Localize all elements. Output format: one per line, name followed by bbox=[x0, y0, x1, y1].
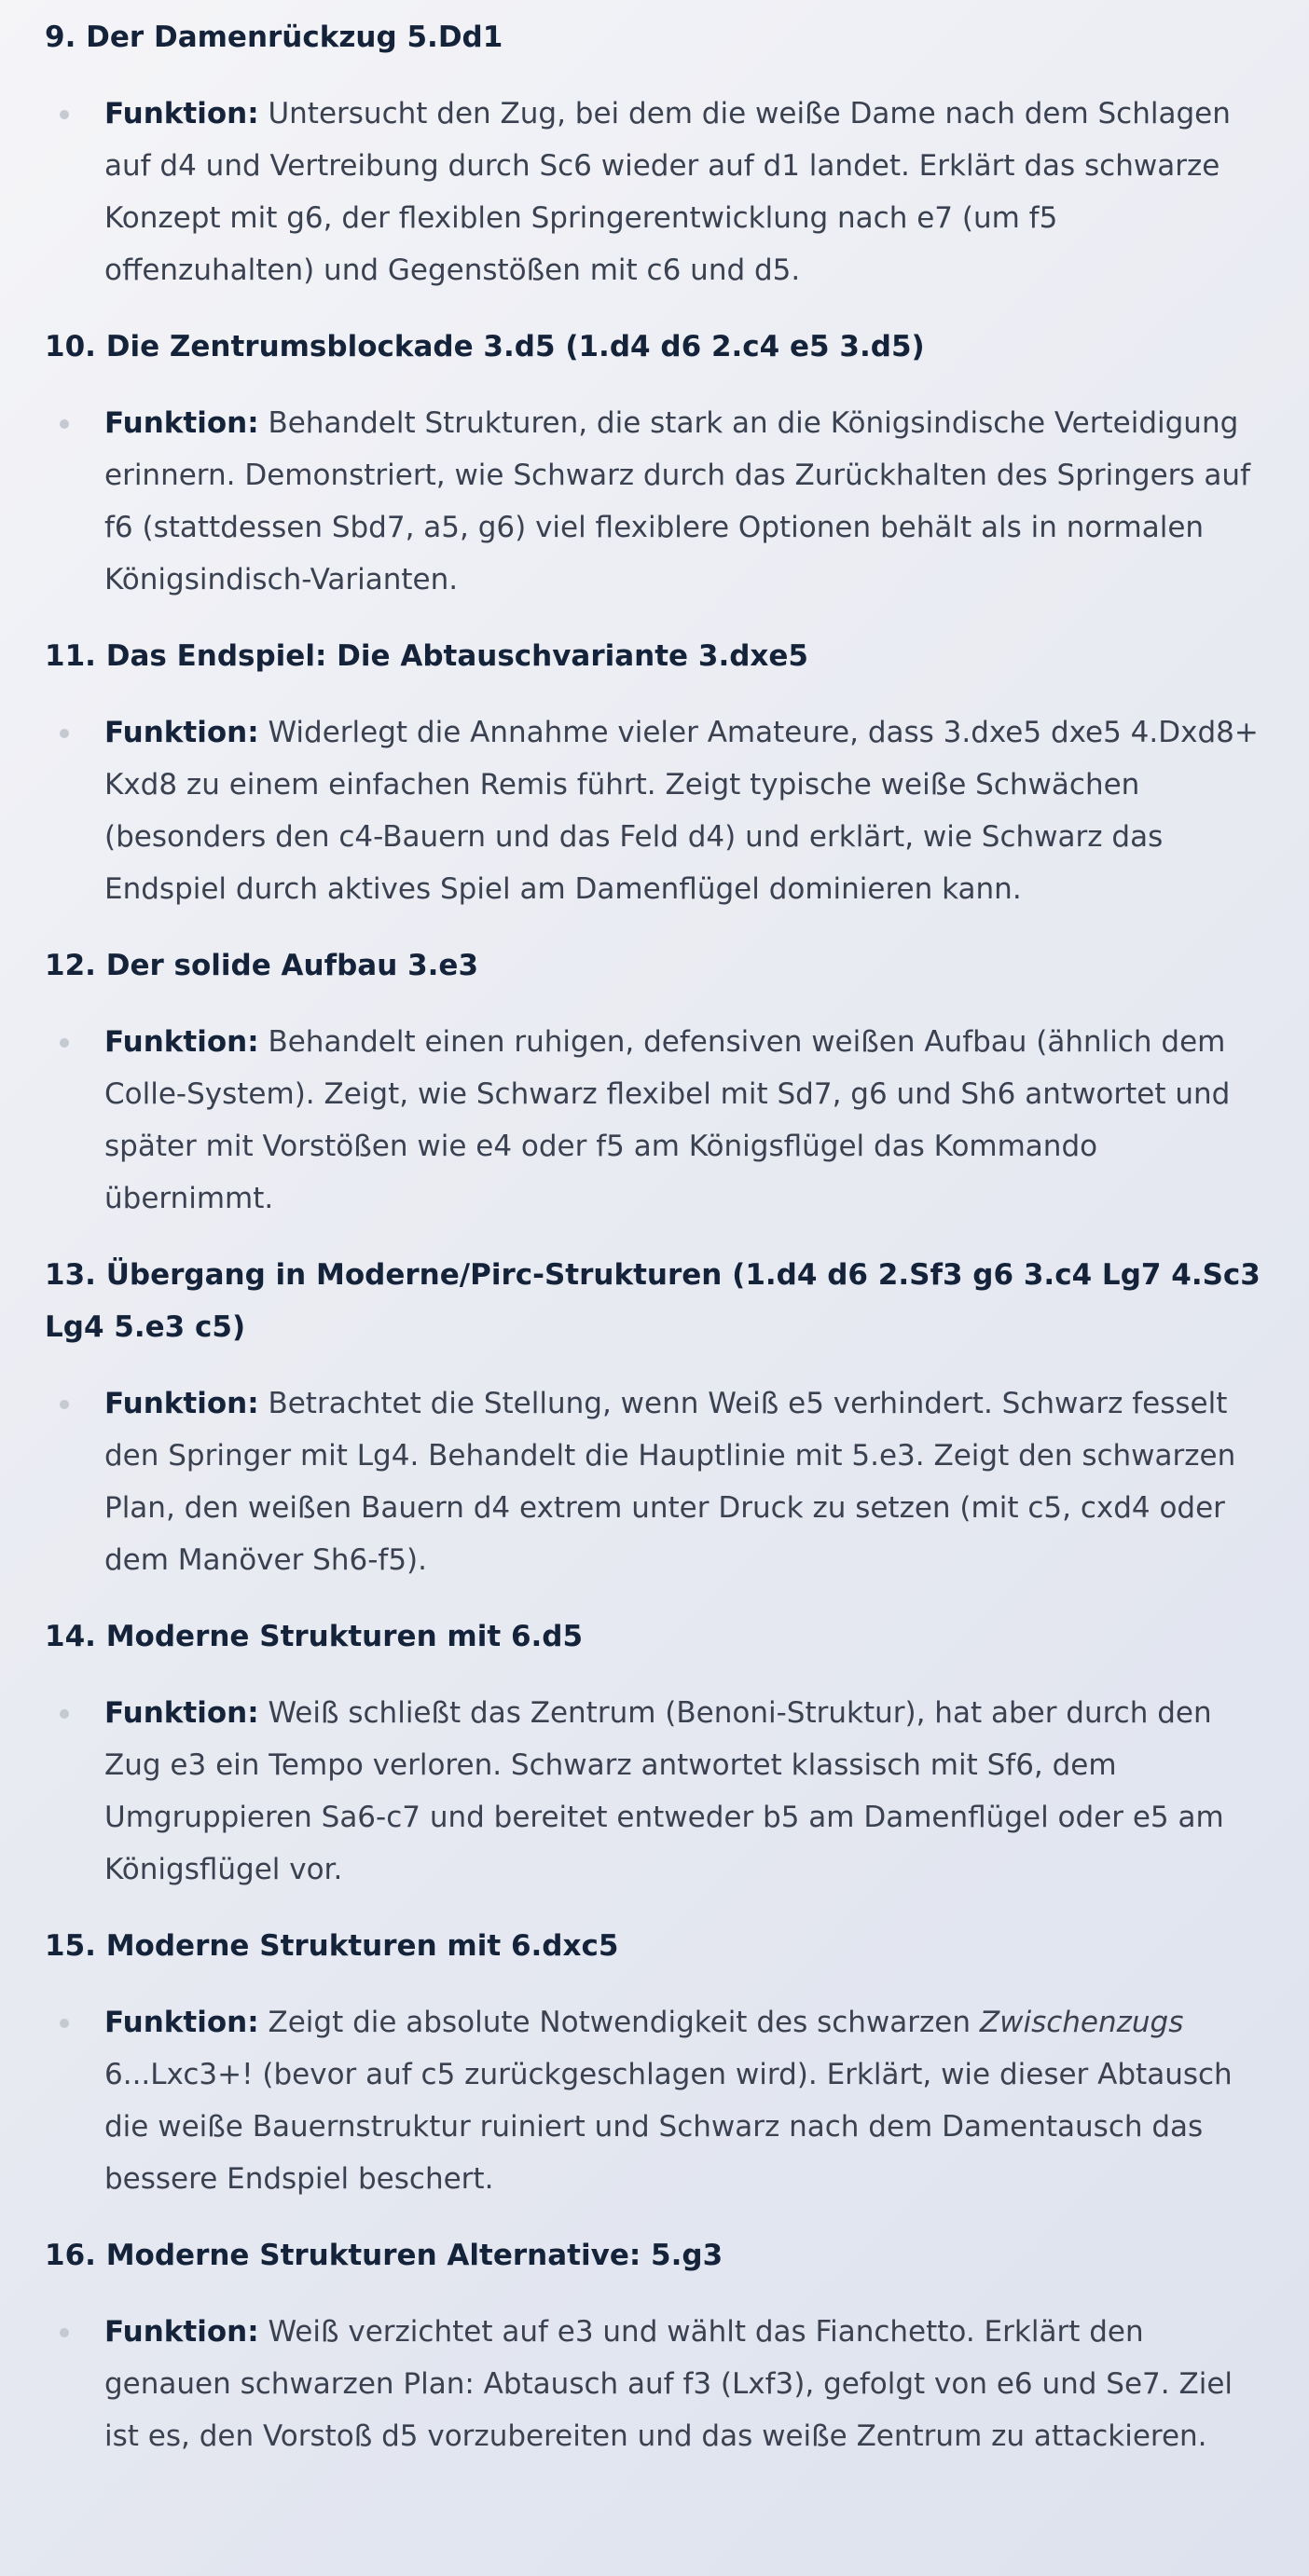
section-12 bbox=[45, 939, 1264, 1225]
bullet-icon bbox=[60, 729, 69, 738]
bullet-list bbox=[45, 1016, 1264, 1225]
bullet-list bbox=[45, 1996, 1264, 2205]
item-text: Weiß schließt das Zentrum (Benoni-Struktur), hat aber durch den Zug e3 ein Tempo verloren. Schwarz antwortet klassisch mit Sf6, dem Umgruppieren Sa6-c7 und bereitet entweder b5 am Damenflügel oder e5 am Königsflügel vor. bbox=[104, 1696, 1224, 1886]
section-heading: 13. Übergang in Moderne/Pirc-Strukturen (1.d4 d6 2.Sf3 g6 3.c4 Lg7 4.Sc3 Lg4 5.e3 c5) bbox=[45, 1258, 1261, 1344]
bullet-list bbox=[45, 1687, 1264, 1896]
bullet-icon bbox=[60, 2328, 69, 2337]
item-label: Funktion: bbox=[104, 406, 259, 440]
section-13 bbox=[45, 1249, 1264, 1586]
item-text-lead: Zeigt die absolute Notwendigkeit des schwarzen bbox=[258, 2006, 980, 2039]
bullet-list bbox=[45, 2306, 1264, 2462]
bullet-icon bbox=[60, 1709, 69, 1719]
list-item bbox=[45, 1377, 1264, 1586]
bullet-list bbox=[45, 1377, 1264, 1586]
section-heading: 12. Der solide Aufbau 3.e3 bbox=[45, 949, 479, 982]
item-emphasis: Zwischenzugs bbox=[979, 2006, 1184, 2039]
item-text: Untersucht den Zug, bei dem die weiße Dame nach dem Schlagen auf d4 und Vertreibung durch Sc6 wieder auf d1 landet. Erklärt das schwarze Konzept mit g6, der flexiblen Springerentwicklung nach e7 (um f5 offenzuhalten) und Gegenstößen mit c6 und d5. bbox=[104, 97, 1231, 287]
section-heading: 11. Das Endspiel: Die Abtauschvariante 3.dxe5 bbox=[45, 639, 809, 673]
list-item bbox=[45, 1996, 1264, 2205]
item-text: Behandelt Strukturen, die stark an die Königsindische Verteidigung erinnern. Demonstriert, wie Schwarz durch das Zurückhalten des Springers auf f6 (stattdessen Sbd7, a5, g6) viel flexiblere Optionen behält als in normalen Königsindisch-Varianten. bbox=[104, 406, 1250, 596]
section-14 bbox=[45, 1610, 1264, 1896]
section-heading: 9. Der Damenrückzug 5.Dd1 bbox=[45, 21, 503, 54]
section-heading: 15. Moderne Strukturen mit 6.dxc5 bbox=[45, 1929, 619, 1963]
list-item bbox=[45, 706, 1264, 915]
list-item bbox=[45, 1687, 1264, 1896]
section-9 bbox=[45, 0, 1264, 296]
section-10 bbox=[45, 321, 1264, 606]
section-16 bbox=[45, 2229, 1264, 2462]
item-label: Funktion: bbox=[104, 2006, 259, 2039]
bullet-icon bbox=[60, 1038, 69, 1048]
item-label: Funktion: bbox=[104, 1696, 259, 1730]
item-label: Funktion: bbox=[104, 716, 259, 749]
list-item bbox=[45, 2306, 1264, 2462]
bullet-list bbox=[45, 88, 1264, 296]
bullet-icon bbox=[60, 419, 69, 429]
bullet-icon bbox=[60, 2019, 69, 2028]
bullet-list bbox=[45, 706, 1264, 915]
item-label: Funktion: bbox=[104, 97, 259, 130]
item-text: Widerlegt die Annahme vieler Amateure, dass 3.dxe5 dxe5 4.Dxd8+ Kxd8 zu einem einfachen Remis führt. Zeigt typische weiße Schwächen (besonders den c4-Bauern und das Feld d4) und erklärt, wie Schwarz das Endspiel durch aktives Spiel am Damenflügel dominieren kann. bbox=[104, 716, 1259, 906]
item-label: Funktion: bbox=[104, 1025, 259, 1059]
section-15 bbox=[45, 1920, 1264, 2205]
bullet-icon bbox=[60, 110, 69, 119]
item-text: Betrachtet die Stellung, wenn Weiß e5 verhindert. Schwarz fesselt den Springer mit Lg4. Behandelt die Hauptlinie mit 5.e3. Zeigt den schwarzen Plan, den weißen Bauern d4 extrem unter Druck zu setzen (mit c5, cxd4 oder dem Manöver Sh6-f5). bbox=[104, 1387, 1236, 1577]
item-text: Behandelt einen ruhigen, defensiven weißen Aufbau (ähnlich dem Colle-System). Zeigt, wie Schwarz flexibel mit Sd7, g6 und Sh6 antwortet und später mit Vorstößen wie e4 oder f5 am Königsflügel das Kommando übernimmt. bbox=[104, 1025, 1231, 1215]
section-heading: 10. Die Zentrumsblockade 3.d5 (1.d4 d6 2.c4 e5 3.d5) bbox=[45, 330, 925, 363]
bullet-icon bbox=[60, 1400, 69, 1409]
item-text: Weiß verzichtet auf e3 und wählt das Fianchetto. Erklärt den genauen schwarzen Plan: Abtausch auf f3 (Lxf3), gefolgt von e6 und Se7. Ziel ist es, den Vorstoß d5 vorzubereiten und das weiße Zentrum zu attackieren. bbox=[104, 2315, 1233, 2453]
section-11 bbox=[45, 630, 1264, 915]
section-heading: 14. Moderne Strukturen mit 6.d5 bbox=[45, 1620, 584, 1653]
list-item bbox=[45, 1016, 1264, 1225]
section-heading: 16. Moderne Strukturen Alternative: 5.g3 bbox=[45, 2239, 723, 2272]
item-label: Funktion: bbox=[104, 2315, 259, 2349]
list-item bbox=[45, 88, 1264, 296]
bullet-list bbox=[45, 397, 1264, 606]
list-item bbox=[45, 397, 1264, 606]
item-label: Funktion: bbox=[104, 1387, 259, 1420]
item-text: 6...Lxc3+! (bevor auf c5 zurückgeschlagen wird). Erklärt, wie dieser Abtausch die weiße Bauernstruktur ruiniert und Schwarz nach dem Damentausch das bessere Endspiel beschert. bbox=[104, 2058, 1233, 2196]
